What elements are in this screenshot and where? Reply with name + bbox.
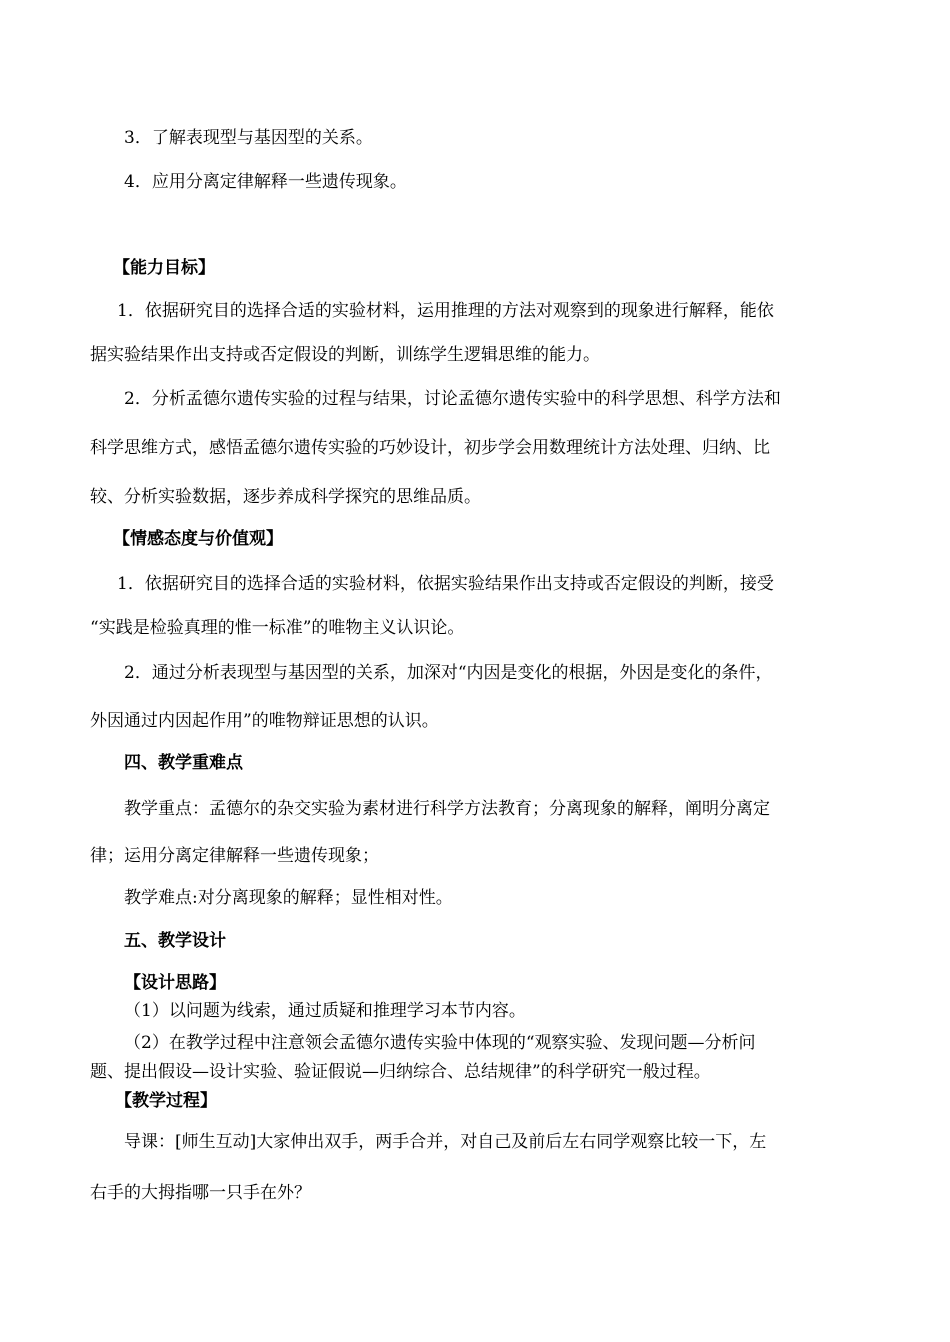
teaching-process-heading: 【教学过程】: [115, 1091, 217, 1111]
knowledge-item-2: 3．了解表现型与基因型的关系。: [124, 128, 373, 148]
ability-item-2-line-1: 2．分析孟德尔遗传实验的过程与结果，讨论孟德尔遗传实验中的科学思想、科学方法和: [124, 389, 781, 409]
ability-item-2-line-3: 较、分析实验数据，逐步养成科学探究的思维品质。: [90, 487, 481, 507]
teaching-design-heading: 五、教学设计: [124, 931, 226, 951]
emotion-item-1-line-2: “实践是检验真理的惟一标准”的唯物主义认识论。: [90, 618, 465, 638]
ability-item-1-line-1: 1．依据研究目的选择合适的实验材料，运用推理的方法对观察到的现象进行解释，能依: [117, 301, 774, 321]
emotion-heading: 【情感态度与价值观】: [113, 529, 283, 549]
intro-line-2: 右手的大拇指哪一只手在外？: [90, 1183, 311, 1203]
teaching-focus-line-2: 律；运用分离定律解释一些遗传现象；: [90, 846, 379, 866]
intro-line-1: 导课：[师生互动]大家伸出双手，两手合并，对自己及前后左右同学观察比较一下，左: [124, 1132, 767, 1152]
key-points-heading: 四、教学重难点: [124, 753, 243, 773]
teaching-difficulty: 教学难点:对分离现象的解释；显性相对性。: [124, 888, 453, 908]
teaching-focus-line-1: 教学重点：孟德尔的杂交实验为素材进行科学方法教育；分离现象的解释，阐明分离定: [124, 799, 770, 819]
ability-item-2-line-2: 科学思维方式，感悟孟德尔遗传实验的巧妙设计，初步学会用数理统计方法处理、归纳、比: [90, 438, 770, 458]
design-idea-heading: 【设计思路】: [124, 973, 226, 993]
design-idea-2-line-2: 题、提出假设—设计实验、验证假说—归纳综合、总结规律”的科学研究一般过程。: [90, 1062, 711, 1082]
design-idea-1: （1）以问题为线索，通过质疑和推理学习本节内容。: [124, 1001, 526, 1021]
knowledge-item-3: 4．应用分离定律解释一些遗传现象。: [124, 172, 407, 192]
emotion-item-2-line-1: 2．通过分析表现型与基因型的关系，加深对“内因是变化的根据，外因是变化的条件，: [124, 663, 773, 683]
ability-heading: 【能力目标】: [113, 258, 215, 278]
ability-item-1-line-2: 据实验结果作出支持或否定假设的判断，训练学生逻辑思维的能力。: [90, 345, 600, 365]
emotion-item-2-line-2: 外因通过内因起作用”的唯物辩证思想的认识。: [90, 711, 439, 731]
design-idea-2-line-1: （2）在教学过程中注意领会孟德尔遗传实验中体现的“观察实验、发现问题—分析问: [124, 1033, 756, 1053]
emotion-item-1-line-1: 1．依据研究目的选择合适的实验材料，依据实验结果作出支持或否定假设的判断，接受: [117, 574, 774, 594]
